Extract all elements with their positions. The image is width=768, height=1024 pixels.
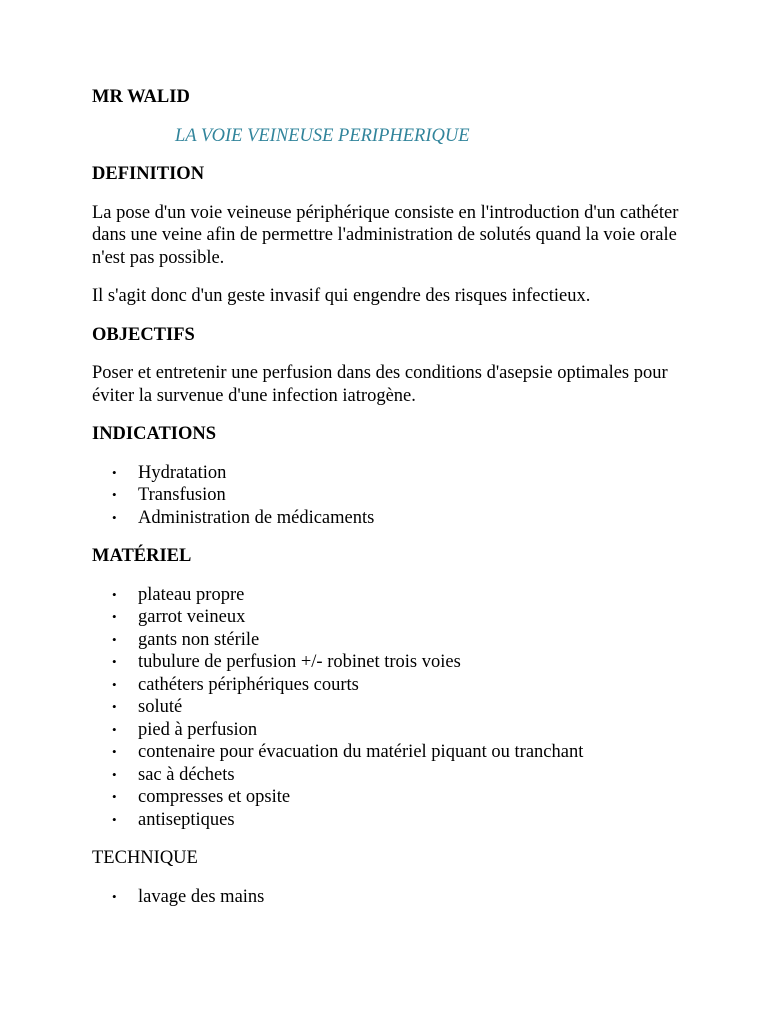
list-item <box>92 719 712 742</box>
definition-paragraph-2: Il s'agit donc d'un geste invasif qui engendre des risques infectieux. <box>92 286 591 306</box>
materiel-heading: MATÉRIEL <box>92 546 192 566</box>
bullet-icon: • <box>112 789 117 804</box>
list-item <box>92 886 712 909</box>
bullet-icon: • <box>112 676 117 692</box>
list-item <box>92 651 712 674</box>
bullet-icon: • <box>112 509 117 525</box>
list-item <box>92 786 712 809</box>
definition-paragraph-1: La pose d'un voie veineuse périphérique consiste en l'introduction d'un cathéter dans une veine afin de permettre l'administration de solutés quand la voie orale n'est pas possible. <box>92 202 679 268</box>
list-item <box>92 462 712 485</box>
bullet-icon: • <box>112 721 117 737</box>
indications-heading: INDICATIONS <box>92 424 217 444</box>
list-item-text: soluté <box>138 697 183 717</box>
list-item <box>92 484 712 507</box>
list-item <box>92 606 712 629</box>
list-item-text: sac à déchets <box>138 764 235 785</box>
list-item-text: antiseptiques <box>138 809 235 830</box>
list-item <box>92 764 712 787</box>
document-title: LA VOIE VEINEUSE PERIPHERIQUE <box>175 125 470 146</box>
bullet-icon: • <box>112 888 117 904</box>
bullet-icon: • <box>112 609 117 624</box>
author-name: MR WALID <box>92 87 190 107</box>
document-page <box>92 86 712 908</box>
objectifs-heading: OBJECTIFS <box>92 324 195 345</box>
materiel-list <box>92 584 712 832</box>
list-item-text: pied à perfusion <box>138 719 258 740</box>
bullet-icon: • <box>112 586 117 602</box>
definition-heading: DEFINITION <box>92 164 205 184</box>
bullet-icon: • <box>112 464 117 480</box>
technique-list <box>92 886 712 909</box>
list-item <box>92 741 712 764</box>
technique-heading: TECHNIQUE <box>92 848 198 868</box>
bullet-icon: • <box>112 699 117 714</box>
list-item-text: tubulure de perfusion +/- robinet trois voies <box>138 652 461 672</box>
indications-list <box>92 462 712 530</box>
bullet-icon: • <box>112 654 117 669</box>
list-item-text: Administration de médicaments <box>138 507 375 528</box>
list-item-text: plateau propre <box>138 584 245 605</box>
list-item <box>92 629 712 652</box>
bullet-icon: • <box>112 487 117 502</box>
list-item-text: lavage des mains <box>138 886 265 907</box>
list-item-text: cathéters périphériques courts <box>138 674 359 695</box>
list-item-text: contenaire pour évacuation du matériel piquant ou tranchant <box>138 742 584 762</box>
list-item <box>92 809 712 832</box>
list-item <box>92 674 712 697</box>
list-item-text: Hydratation <box>138 462 227 483</box>
list-item-text: compresses et opsite <box>138 787 291 807</box>
list-item-text: gants non stérile <box>138 629 260 650</box>
list-item <box>92 696 712 719</box>
bullet-icon: • <box>112 811 117 827</box>
bullet-icon: • <box>112 744 117 759</box>
list-item-text: Transfusion <box>138 485 226 505</box>
list-item <box>92 507 712 530</box>
bullet-icon: • <box>112 766 117 782</box>
bullet-icon: • <box>112 631 117 647</box>
list-item <box>92 584 712 607</box>
objectifs-paragraph: Poser et entretenir une perfusion dans des conditions d'asepsie optimales pour éviter la survenue d'une infection iatrogène. <box>92 363 668 406</box>
list-item-text: garrot veineux <box>138 607 246 627</box>
